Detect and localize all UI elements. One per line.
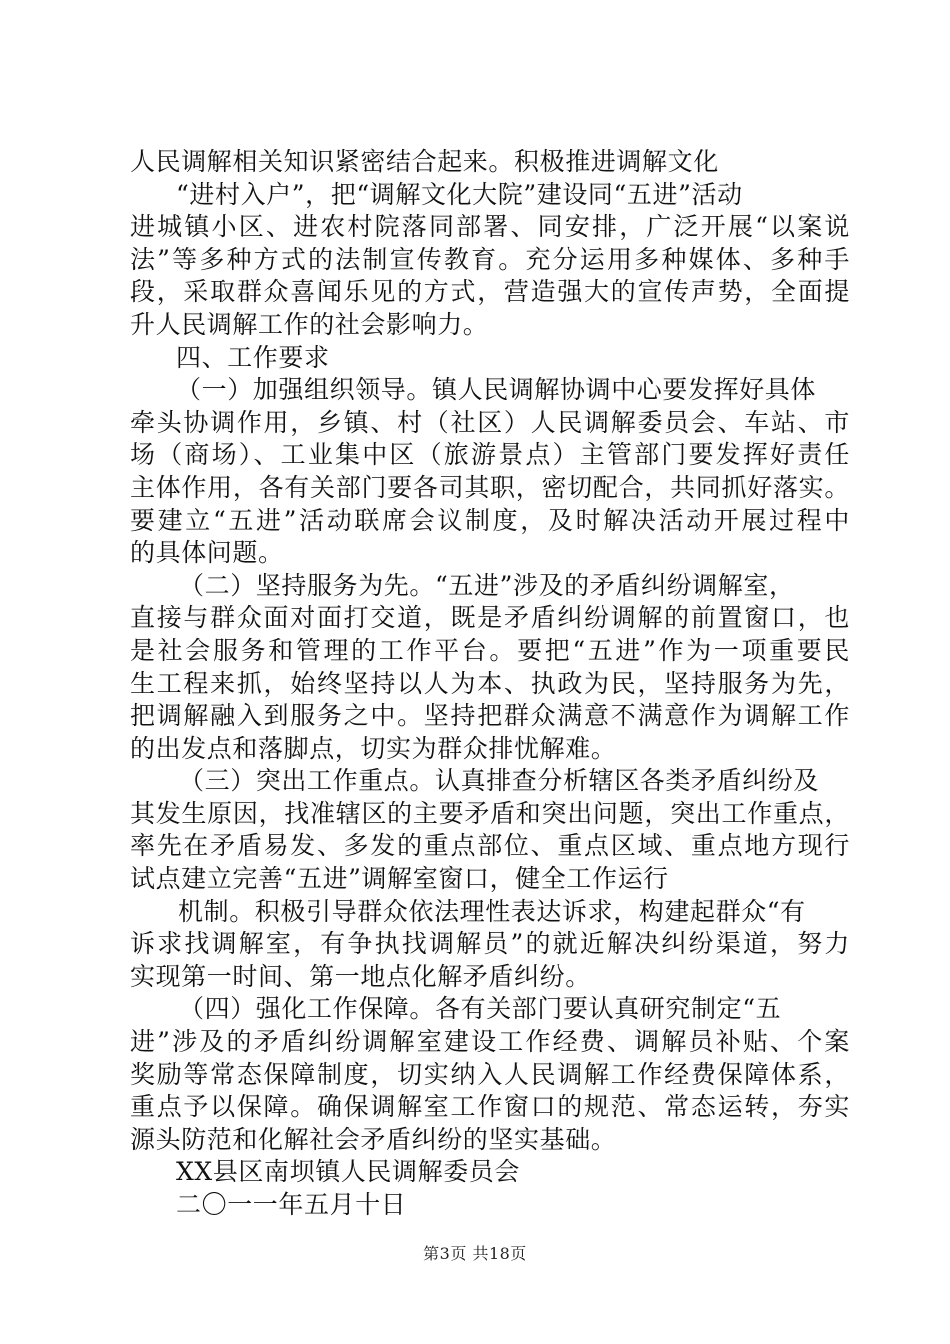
text-line: 诉求找调解室，有争执找调解员”的就近解决纠纷渠道，努力 [130, 929, 850, 959]
text-line: 其发生原因，找准辖区的主要矛盾和突出问题，突出工作重点， [130, 798, 850, 828]
text-line: 把调解融入到服务之中。坚持把群众满意不满意作为调解工作 [130, 701, 850, 731]
subsection-line: （二）坚持服务为先。“五进”涉及的矛盾纠纷调解室， [179, 570, 795, 600]
text-line: 牵头协调作用，乡镇、村（社区）人民调解委员会、车站、市 [130, 407, 850, 437]
text-line: 是社会服务和管理的工作平台。要把“五进”作为一项重要民 [130, 635, 850, 665]
text-line: 法”等多种方式的法制宣传教育。充分运用多种媒体、多种手 [130, 244, 850, 274]
subsection-line: （四）强化工作保障。各有关部门要认真研究制定“五 [179, 994, 782, 1024]
text-line: 奖励等常态保障制度，切实纳入人民调解工作经费保障体系， [130, 1059, 850, 1089]
section-heading: 四、工作要求 [176, 342, 330, 372]
text-line: 实现第一时间、第一地点化解矛盾纠纷。 [130, 961, 591, 991]
text-line: 生工程来抓，始终坚持以人为本、执政为民，坚持服务为先， [130, 668, 850, 698]
text-line: 率先在矛盾易发、多发的重点部位、重点区域、重点地方现行 [130, 831, 850, 861]
text-line: 人民调解相关知识紧密结合起来。积极推进调解文化 [130, 147, 719, 176]
text-line: 源头防范和化解社会矛盾纠纷的坚实基础。 [130, 1124, 617, 1154]
subsection-line: （三）突出工作重点。认真排查分析辖区各类矛盾纠纷及 [179, 766, 820, 796]
text-line: 重点予以保障。确保调解室工作窗口的规范、常态运转，夯实 [130, 1092, 850, 1122]
subsection-line: （一）加强组织领导。镇人民调解协调中心要发挥好具体 [176, 375, 817, 405]
text-line: 要建立“五进”活动联席会议制度，及时解决活动开展过程中 [130, 505, 850, 535]
text-line: 升人民调解工作的社会影响力。 [130, 309, 489, 339]
text-line: 进”涉及的矛盾纠纷调解室建设工作经费、调解员补贴、个案 [130, 1027, 850, 1057]
text-line: 试点建立完善“五进”调解室窗口，健全工作运行 [130, 864, 669, 894]
document-body [130, 146, 850, 1222]
signature-organization: XX县区南坝镇人民调解委员会 [176, 1157, 520, 1187]
text-line: 段，采取群众喜闻乐见的方式，营造强大的宣传声势，全面提 [130, 277, 850, 307]
text-line: 的具体问题。 [130, 538, 284, 568]
page-footer: 第3页 共18页 [423, 1244, 527, 1263]
text-line: 机制。积极引导群众依法理性表达诉求，构建起群众“有 [178, 896, 806, 926]
text-line: “进村入户”，把“调解文化大院”建设同“五进”活动 [176, 179, 743, 209]
text-line: 进城镇小区、进农村院落同部署、同安排，广泛开展“以案说 [130, 212, 850, 242]
signature-date: 二〇一一年五月十日 [176, 1190, 407, 1219]
text-line: 直接与群众面对面打交道，既是矛盾纠纷调解的前置窗口，也 [130, 603, 850, 633]
text-line: 主体作用，各有关部门要各司其职，密切配合，共同抓好落实。 [130, 472, 850, 502]
text-line: 场（商场）、工业集中区（旅游景点）主管部门要发挥好责任 [130, 440, 850, 470]
text-line: 的出发点和落脚点，切实为群众排忧解难。 [130, 733, 617, 763]
